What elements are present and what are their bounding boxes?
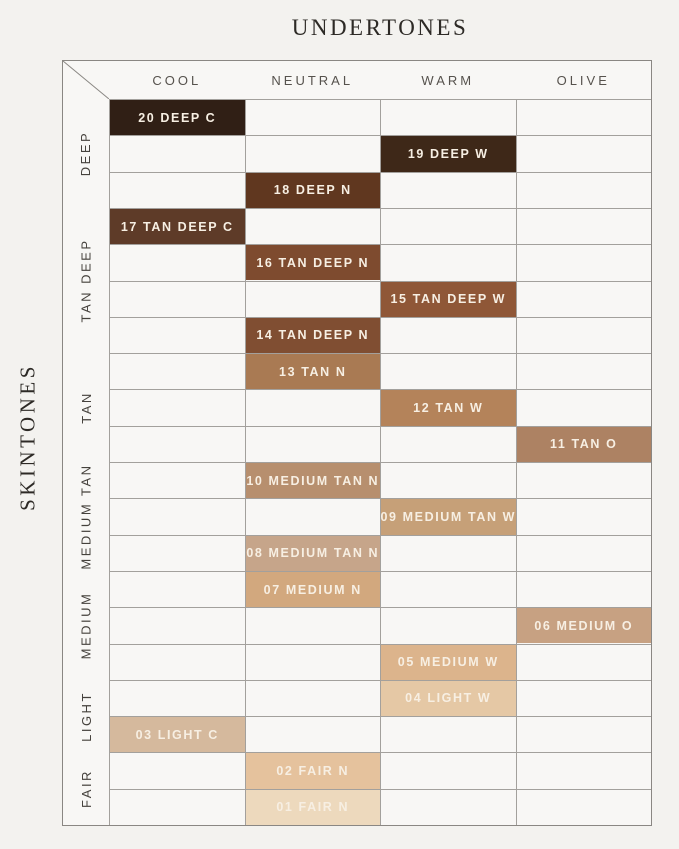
skintone-group-deep [63,99,109,208]
shade-label: 10 MEDIUM TAN N [246,473,380,488]
undertone-column-headers [109,61,651,99]
shade-swatch-17-tan-deep-c [110,209,245,244]
skintone-group-medium [63,571,109,680]
shade-swatch-03-light-c [110,717,245,752]
shade-swatch-14-tan-deep-n [246,318,381,353]
shade-swatch-20-deep-c [110,100,245,135]
shade-label: 07 MEDIUM N [263,582,362,597]
skintone-group-label: MEDIUM TAN [78,463,94,570]
shade-swatch-13-tan-n [246,354,381,389]
undertones-title: UNDERTONES [291,15,469,40]
skintone-group-label: MEDIUM [78,591,94,660]
shade-swatch-04-light-w [381,681,516,716]
skintone-group-label: DEEP [78,130,94,177]
shade-label: 16 TAN DEEP N [256,255,370,270]
shade-swatch-07-medium-n [246,572,381,607]
shade-swatch-15-tan-deep-w [381,282,516,317]
column-header-warm: WARM [421,72,475,88]
shade-label: 04 LIGHT W [405,691,492,706]
grid-column-line [245,99,246,825]
shade-label: 01 FAIR N [276,800,350,815]
shade-swatch-19-deep-w [381,136,516,171]
shade-swatch-10-medium-tan-n [246,463,381,498]
skintone-group-light [63,680,109,753]
shade-label: 09 MEDIUM TAN W [380,509,517,524]
shade-swatch-16-tan-deep-n [246,245,381,280]
skintone-group-label: TAN DEEP [78,238,94,323]
shade-swatch-09-medium-tan-w [381,499,516,534]
shade-label: 19 DEEP W [407,146,489,161]
skintone-group-medium-tan [63,462,109,571]
shade-label: 02 FAIR N [276,764,350,779]
shade-label: 12 TAN W [413,401,484,416]
skintone-group-tan-deep [63,208,109,353]
shade-label: 17 TAN DEEP C [120,219,234,234]
shade-swatch-11-tan-o [517,427,652,462]
corner-diagonal-line [63,61,109,99]
shade-label: 11 TAN O [550,437,618,452]
shade-label: 13 TAN N [279,364,347,379]
shade-chart-grid [62,60,652,826]
column-header-cool: COOL [152,72,202,88]
column-header-neutral: NEUTRAL [271,72,354,88]
shade-label: 14 TAN DEEP N [256,328,370,343]
shade-swatch-02-fair-n [246,753,381,788]
shade-label: 06 MEDIUM O [534,618,634,633]
shade-label: 15 TAN DEEP W [390,292,506,307]
skintone-group-label: LIGHT [78,690,94,742]
skintone-group-label: TAN [78,391,94,424]
shade-label: 08 MEDIUM TAN N [246,546,380,561]
shade-swatch-08-medium-tan-n [246,536,381,571]
shade-swatch-12-tan-w [381,390,516,425]
skintone-group-label: FAIR [78,769,94,809]
shade-label: 03 LIGHT C [135,727,219,742]
skintones-title: SKINTONES [15,363,40,511]
shade-swatch-05-medium-w [381,645,516,680]
shade-swatch-01-fair-n [246,790,381,825]
shade-label: 05 MEDIUM W [397,655,499,670]
rail-separator-line [109,99,110,825]
shade-swatch-06-medium-o [517,608,652,643]
grid-column-line [380,99,381,825]
shade-label: 18 DEEP N [273,183,352,198]
shade-label: 20 DEEP C [138,110,217,125]
column-header-olive: OLIVE [556,72,610,88]
shade-swatch-18-deep-n [246,173,381,208]
grid-column-line [516,99,517,825]
skintone-group-fair [63,752,109,825]
skintone-group-tan [63,353,109,462]
